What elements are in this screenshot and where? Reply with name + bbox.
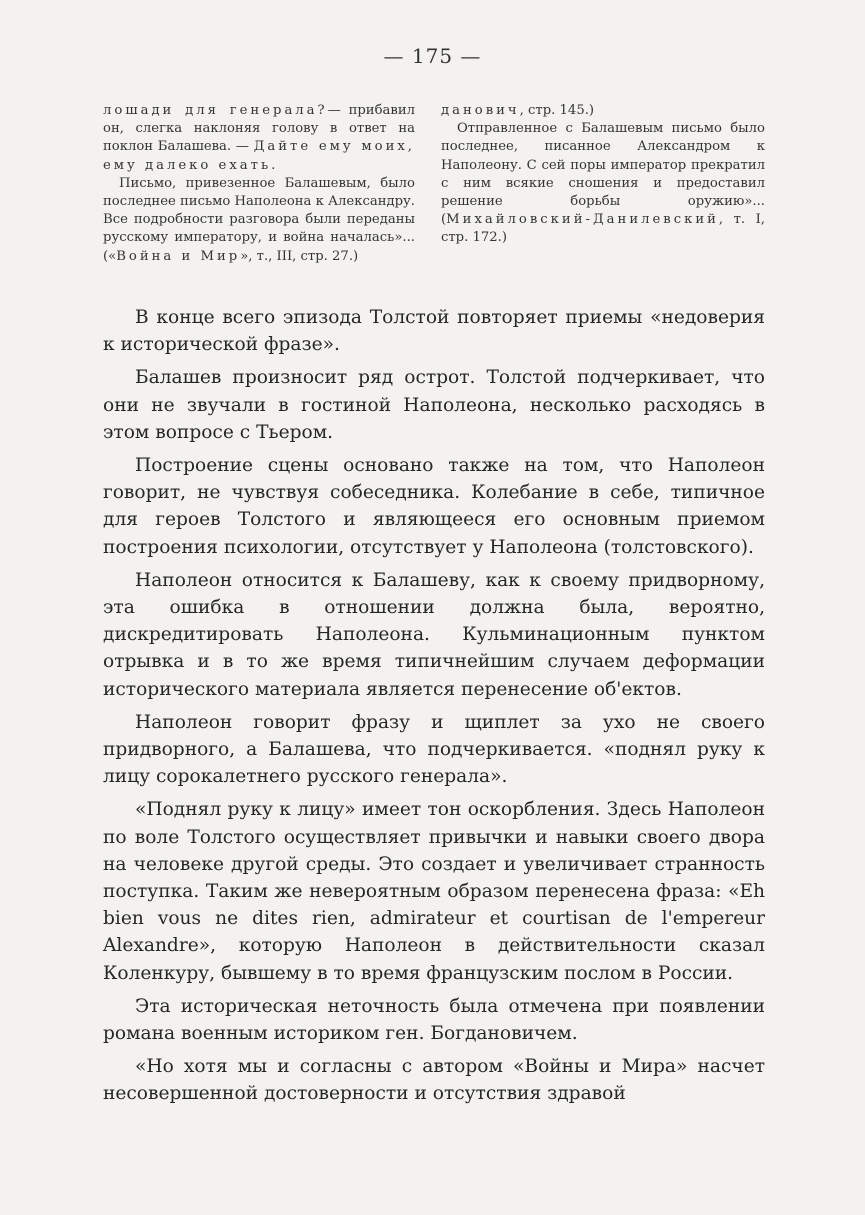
paragraph-7: Эта историческая неточность была отмечена при появлении романа военным историком ген. Богдановичем. <box>103 995 765 1045</box>
footnote-right-paragraph-1 <box>441 102 765 120</box>
footnote-left-text-2: Письмо, привезенное Балашевым, было последнее письмо Наполеона к Александру. Все подробности разговора были переданы русскому императору, и война началась»... (« <box>103 175 415 264</box>
footnote-left-column <box>103 102 415 266</box>
footnote-right-author: Михайловский-Данилевский <box>446 212 719 228</box>
paragraph-5: Наполеон говорит фразу и щиплет за ухо не своего придворного, а Балашева, что подчеркивается. «поднял руку к лицу сорокалетнего русского генерала». <box>103 711 765 788</box>
paragraph-4: Наполеон относится к Балашеву, как к своему придворному, эта ошибка в отношении должна была, вероятно, дискредитировать Наполеона. Кульминационным пунктом отрывка и в то же время типичнейшим случаем деформации исторического материала является перенесение об'ектов. <box>103 569 765 700</box>
footnote-left-spaced-text: лошади для генерала? <box>103 103 328 118</box>
paragraph-8: «Но хотя мы и согласны с автором «Войны и Мира» насчет несовершенной достоверности и отсутствия здравой <box>103 1056 765 1105</box>
footnote-right-column <box>441 102 765 248</box>
paragraph-6: «Поднял руку к лицу» имеет тон оскорбления. Здесь Наполеон по воле Толстого осуществляет привычки и навыки своего двора на человеке другой среды. Это создает и увеличивает странность поступка. Таким же невероятным образом перенесена фраза: «Eh bien vous ne dites rien, admirateur et courtisan de l'empereur Alexandre», которую Наполеон в действительности сказал Коленкуру, бывшему в то время французским послом в России. <box>103 799 765 984</box>
main-text <box>103 304 765 1114</box>
footnote-right-citation-1: , стр. 145.) <box>519 103 595 118</box>
footnote-right-text: Отправленное с Балашевым письмо было последнее, писанное Александром к Наполеону. С сей поры император прекратил с ним всякие сношения и предоставил решение борьбы оружию»... ( <box>441 121 765 228</box>
footnote-left-spaced-quote: Дайте ему моих, ему далеко ехать. <box>103 139 415 173</box>
footnote-left-text: — прибавил он, слегка наклоняя голову в ответ на поклон Балашева. — <box>103 103 415 155</box>
footnote-right-author-tail: данович <box>441 103 520 118</box>
paragraph-3: Построение сцены основано также на том, что Наполеон говорит, не чувствуя собеседника. Колебание в себе, типичное для героев Толстого и являющееся его основным приемом построения психологии, отсутствует у Наполеона (толстовского). <box>103 455 765 558</box>
footnote-left-paragraph-1 <box>103 102 415 175</box>
footnote-left-paragraph-2 <box>103 175 415 266</box>
page-number: — 175 — <box>383 44 482 68</box>
paragraph-2: Балашев произносит ряд острот. Толстой подчеркивает, что они не звучали в гостиной Наполеона, несколько расходясь в этом вопросе с Тьером. <box>103 367 765 443</box>
paragraph-1: В конце всего эпизода Толстой повторяет приемы «недоверия к исторической фразе». <box>103 307 765 356</box>
footnote-right-paragraph-2 <box>441 120 765 247</box>
footnote-right-citation-2: , т. I, стр. 172.) <box>441 212 765 246</box>
footnote-left-citation: », т., III, стр. 27.) <box>240 248 359 264</box>
footnote-left-book-title: Война и Мир <box>116 248 241 264</box>
